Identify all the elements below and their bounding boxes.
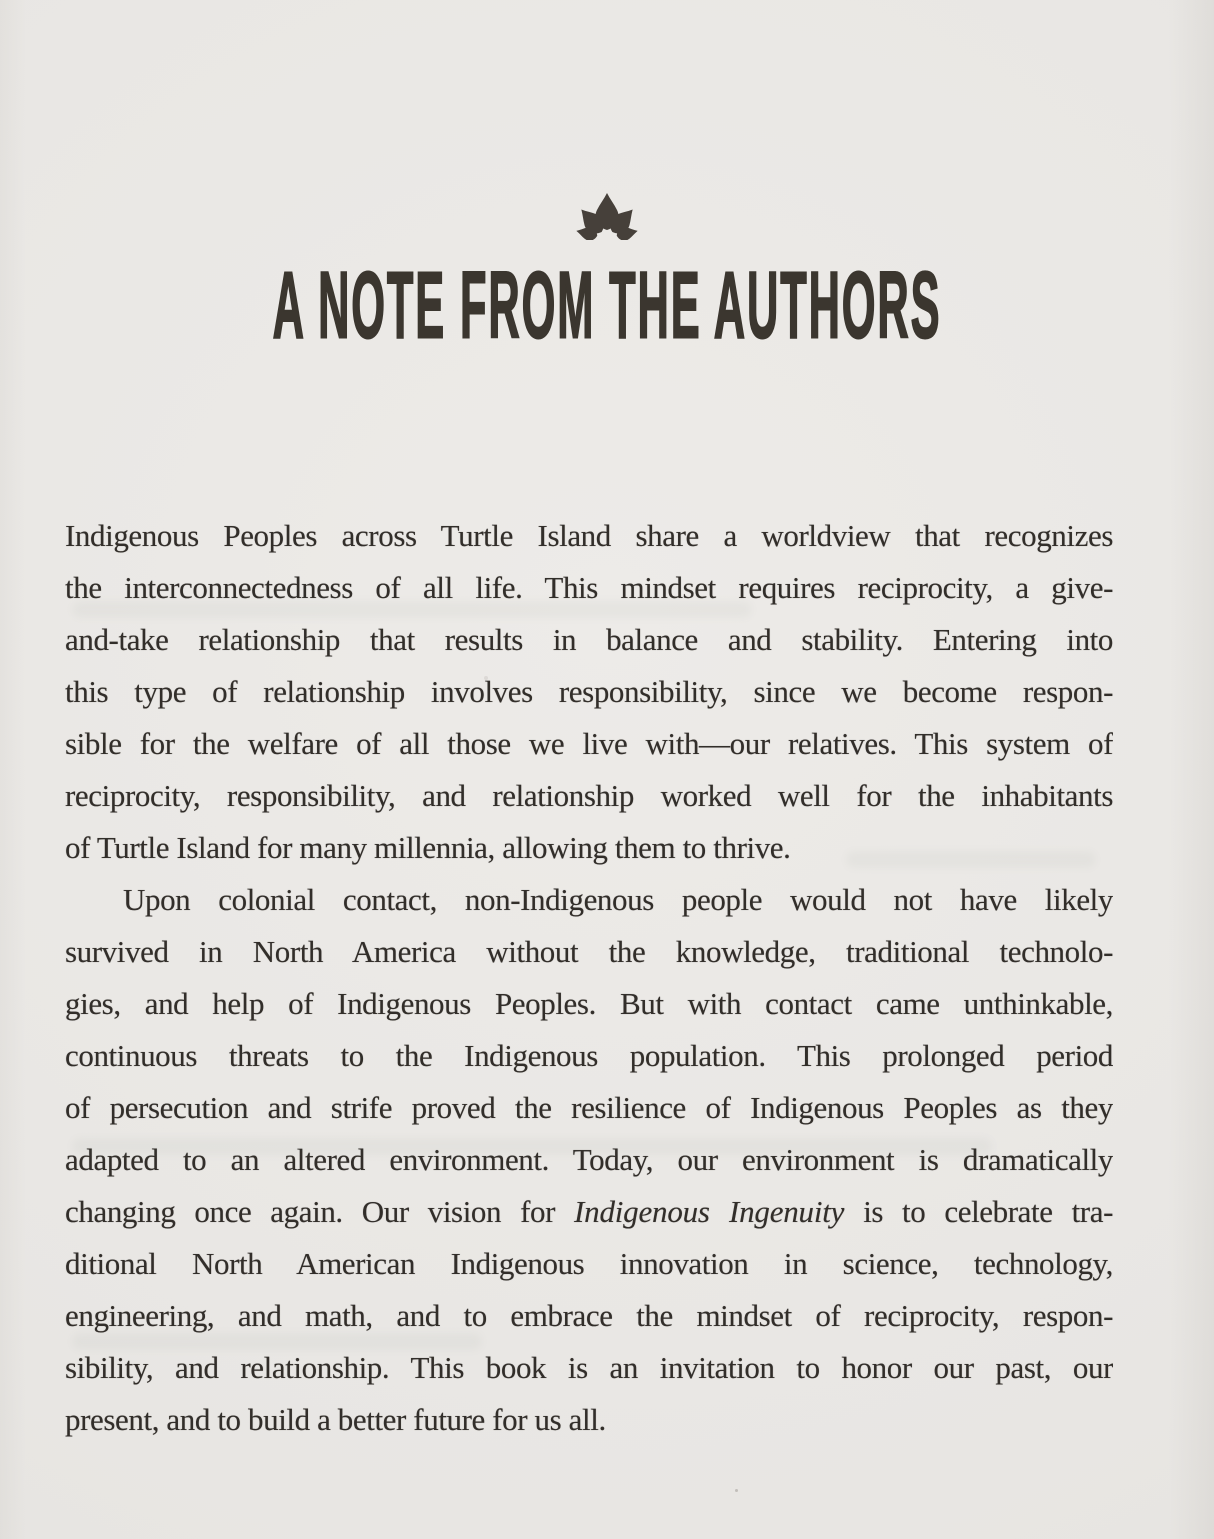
paper-speck: [735, 1489, 738, 1492]
show-through-artifact: [72, 1138, 992, 1155]
text-line: of Turtle Island for many millennia, allowing them to thrive.: [65, 830, 791, 865]
body-text: [65, 510, 1113, 1446]
text-line: Upon colonial contact, non-Indigenous people would not have likely: [123, 882, 1113, 917]
text-line: this type of relationship involves responsibility, since we become respon-: [65, 674, 1113, 709]
teardrop-fan-icon: [541, 168, 673, 240]
text-line: gies, and help of Indigenous Peoples. But with contact came unthinkable,: [65, 986, 1113, 1021]
text-line: reciprocity, responsibility, and relationship worked well for the inhabitants: [65, 778, 1113, 813]
text-line: sibility, and relationship. This book is an invitation to honor our past, our: [65, 1350, 1113, 1385]
page-left-edge-shade: [0, 0, 26, 1539]
show-through-artifact: [846, 851, 1096, 868]
text-line: sible for the welfare of all those we live with—our relatives. This system of: [65, 726, 1113, 761]
text-line: the interconnectedness of all life. This mindset requires reciprocity, a give-: [65, 570, 1113, 605]
text-line: engineering, and math, and to embrace the mindset of reciprocity, respon-: [65, 1298, 1113, 1333]
text-line: of persecution and strife proved the resilience of Indigenous Peoples as they: [65, 1090, 1113, 1125]
text-line: changing once again. Our vision for Indigenous Ingenuity is to celebrate tra-: [65, 1194, 1113, 1229]
show-through-artifact: [72, 601, 752, 618]
text-line: survived in North America without the knowledge, traditional technolo-: [65, 934, 1113, 969]
text-line: continuous threats to the Indigenous population. This prolonged period: [65, 1038, 1113, 1073]
text-line: Indigenous Peoples across Turtle Island share a worldview that recognizes: [65, 518, 1113, 553]
text-line: and-take relationship that results in balance and stability. Entering into: [65, 622, 1113, 657]
show-through-artifact: [72, 1333, 482, 1350]
text-line: present, and to build a better future for us all.: [65, 1402, 606, 1437]
text-line: ditional North American Indigenous innovation in science, technology,: [65, 1246, 1113, 1281]
text-line: adapted to an altered environment. Today, our environment is dramatically: [65, 1142, 1113, 1177]
page-right-edge-shade: [1168, 0, 1214, 1539]
paper-speck: [484, 676, 488, 680]
page-title: A NOTE FROM THE AUTHORS: [272, 252, 942, 358]
